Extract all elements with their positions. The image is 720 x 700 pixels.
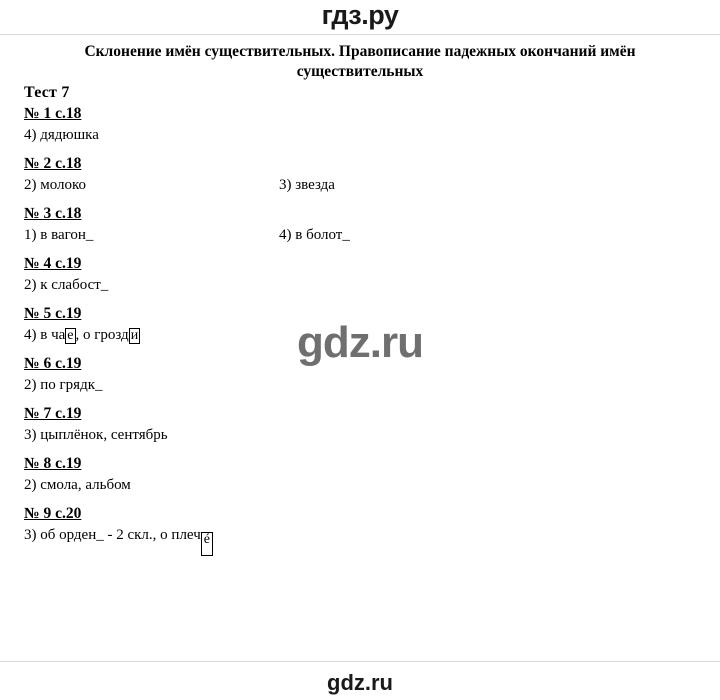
question-heading: № 6 с.19: [24, 355, 82, 372]
answer-left: 2) к слабост_: [24, 277, 109, 293]
question-heading: № 7 с.19: [24, 405, 82, 422]
answer-text-mid: , о грозд: [75, 327, 129, 343]
answer-row: [24, 475, 696, 495]
answer-row: [24, 275, 696, 295]
answer-text-pre: 4) в ча: [24, 327, 66, 343]
answer-left: 2) смола, альбом: [24, 477, 131, 493]
question-heading: № 3 с.18: [24, 205, 82, 222]
boxed-letter-2: и: [130, 328, 139, 343]
answer-text-pre: 3) об орден_ - 2 скл., о плеч: [24, 527, 201, 543]
question-block-8: [24, 455, 696, 495]
question-block-9: [24, 505, 696, 556]
question-heading: № 8 с.19: [24, 455, 82, 472]
question-block-4: [24, 255, 696, 295]
question-block-7: [24, 405, 696, 445]
answer-row: [24, 225, 696, 245]
question-heading: № 4 с.19: [24, 255, 82, 272]
answer-row: [24, 175, 696, 195]
answer-right: [279, 425, 696, 445]
question-heading: № 5 с.19: [24, 305, 82, 322]
answer-row: [24, 525, 696, 556]
answer-right: [279, 125, 696, 145]
answer-left: 2) по грядк_: [24, 377, 103, 393]
footer-divider: [0, 661, 720, 662]
site-logo-bottom: gdz.ru: [327, 670, 393, 695]
answer-left: 4) дядюшка: [24, 127, 99, 143]
answer-row: [24, 375, 696, 395]
answer-right: [279, 375, 696, 395]
test-label: Тест 7: [24, 84, 70, 101]
answer-right: [279, 475, 696, 495]
site-logo-top: гдз.ру: [321, 0, 399, 30]
answer-right: [279, 275, 696, 295]
boxed-letter-1: е: [67, 328, 74, 343]
question-heading: № 1 с.18: [24, 105, 82, 122]
answer-left: 3) цыплёнок, сентябрь: [24, 427, 168, 443]
page-title: Склонение имён существительных. Правописание падежных окончаний имён существительных: [84, 43, 636, 80]
question-heading: № 9 с.20: [24, 505, 82, 522]
answer-right: [279, 525, 696, 556]
boxed-letter-1: é: [201, 532, 213, 556]
question-block-1: [24, 105, 696, 145]
answer-right: 3) звезда: [279, 177, 335, 193]
answer-row: [24, 425, 696, 445]
question-heading: № 2 с.18: [24, 155, 82, 172]
header-divider: [0, 34, 720, 35]
answer-left: [24, 525, 279, 556]
question-block-3: [24, 205, 696, 245]
question-block-2: [24, 155, 696, 195]
answer-row: [24, 125, 696, 145]
answer-right: 4) в болот_: [279, 227, 350, 243]
watermark: gdz.ru: [297, 318, 423, 367]
answer-left: 2) молоко: [24, 177, 87, 193]
answer-left: 1) в вагон_: [24, 227, 94, 243]
